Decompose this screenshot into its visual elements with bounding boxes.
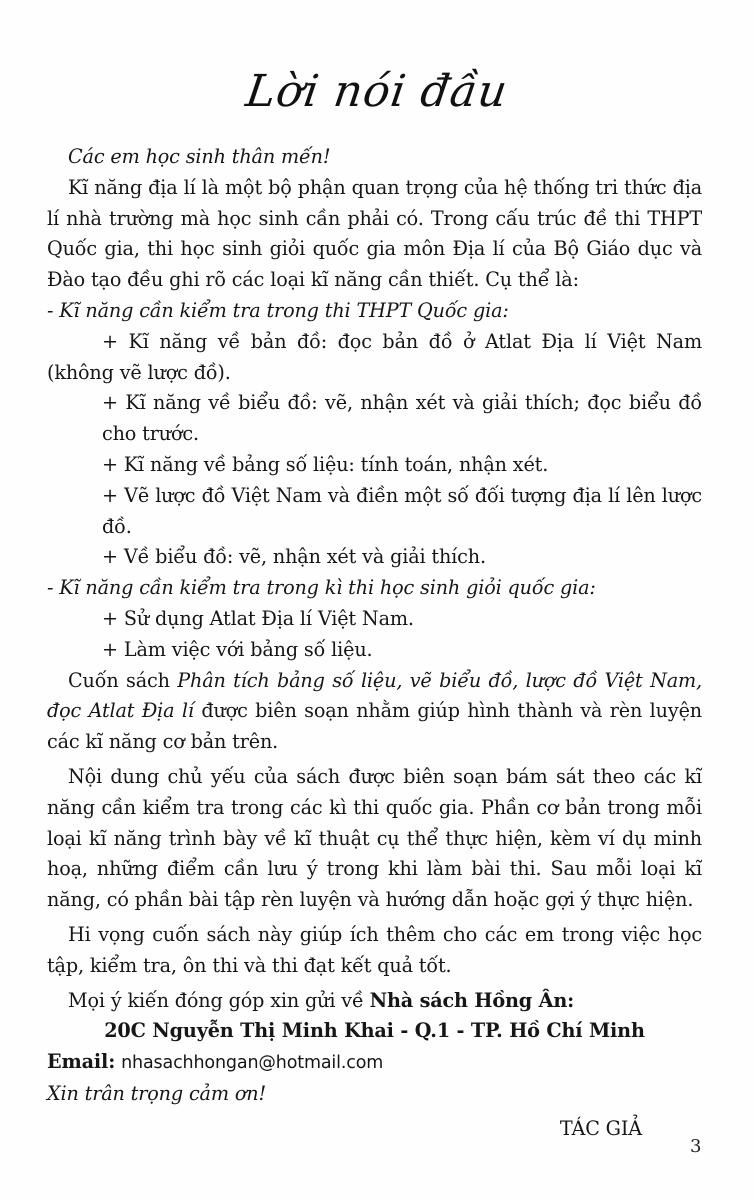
preface-body [47,142,702,1145]
greeting: Các em học sinh thân mến! [68,145,331,168]
skill-item: + Kĩ năng về bảng số liệu: tính toán, nhận xét. [102,452,549,476]
closing-line: Xin trân trọng cảm ơn! [47,1081,267,1105]
email-label: Email: [47,1050,116,1074]
book-paragraph-prefix: Cuốn sách [68,668,178,692]
author-signature: TÁC GIẢ [559,1116,642,1140]
section-heading-gifted-exam: - Kĩ năng cần kiểm tra trong kì thi học sinh giỏi quốc gia: [47,576,596,600]
publisher-address: 20C Nguyễn Thị Minh Khai - Q.1 - TP. Hồ Chí Minh [104,1019,645,1043]
book-title: Phân tích bảng số liệu, vẽ biểu đồ, lược đồ Việt Nam, đọc Atlat Địa lí [47,668,702,723]
skill-item: + Kĩ năng về biểu đồ: vẽ, nhận xét và giải thích; đọc biểu đồ cho trước. [102,391,702,446]
skill-item: + Kĩ năng về bản đồ: đọc bản đồ ở Atlat Địa lí Việt Nam (không vẽ lược đồ). [47,329,702,384]
book-paragraph-suffix: được biên soạn nhằm giúp hình thành và rèn luyện các kĩ năng cơ bản trên. [47,699,702,754]
book-paragraph [47,666,702,758]
intro-paragraph: Kĩ năng địa lí là một bộ phận quan trọng của hệ thống tri thức địa lí nhà trường mà học sinh cần phải có. Trong cấu trúc đề thi THPT Quốc gia, thi học sinh giỏi quốc gia môn Địa lí của Bộ Giáo dục và Đào tạo đều ghi rõ các loại kĩ năng cần thiết. Cụ thể là: [47,175,702,292]
content-paragraph: Nội dung chủ yếu của sách được biên soạn bám sát theo các kĩ năng cần kiểm tra trong các kì thi quốc gia. Phần cơ bản trong mỗi loại kĩ năng trình bày về kĩ thuật cụ thể thực hiện, kèm ví dụ minh hoạ, những điểm cần lưu ý trong khi làm bài thi. Sau mỗi loại kĩ năng, có phần bài tập rèn luyện và hướng dẫn hoặc gợi ý thực hiện. [47,764,702,912]
hope-paragraph: Hi vọng cuốn sách này giúp ích thêm cho các em trong việc học tập, kiểm tra, ôn thi và thi đạt kết quả tốt. [47,922,702,977]
skill-item: + Làm việc với bảng số liệu. [102,637,373,661]
skill-item: + Sử dụng Atlat Địa lí Việt Nam. [102,606,414,630]
skill-item: + Vẽ lược đồ Việt Nam và điền một số đối tượng địa lí lên lược đồ. [102,483,702,538]
publisher-name: Nhà sách Hồng Ân: [369,988,575,1012]
email-line [47,1047,702,1079]
email-address: nhasachhongan@hotmail.com [121,1053,384,1074]
contact-lead-text: Mọi ý kiến đóng góp xin gửi về [68,988,370,1012]
section-heading-national-exam: - Kĩ năng cần kiểm tra trong thi THPT Quốc gia: [47,298,509,322]
skill-item: + Về biểu đồ: vẽ, nhận xét và giải thích. [102,545,486,569]
page-number: 3 [690,1136,702,1157]
contact-line [47,986,702,1017]
page-title: Lời nói đầu [242,66,512,117]
